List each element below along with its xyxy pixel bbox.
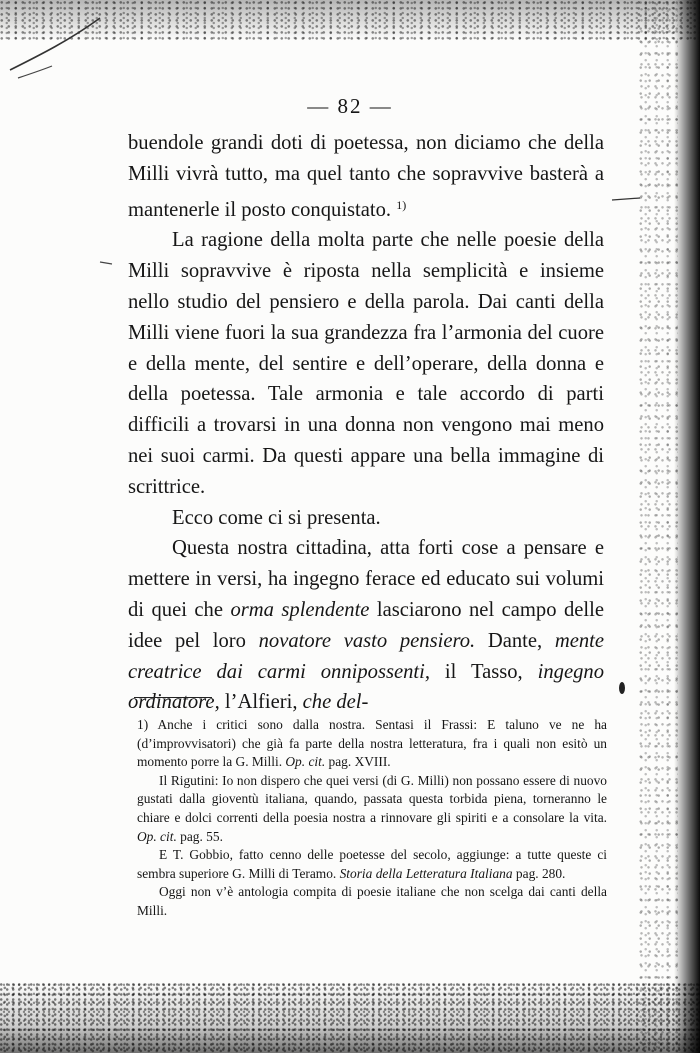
footnote-reference[interactable]: 1) — [396, 197, 407, 212]
text-run: Oggi non v’è antologia compita di poesie italiane che non scelga dai canti della Milli. — [137, 884, 607, 918]
footnote-paragraph — [137, 846, 607, 883]
text-run: pag. 280. — [512, 865, 566, 881]
body-text — [128, 128, 604, 718]
text-run: 1) Anche i critici sono dalla nostra. Sentasi il Frassi: E taluno ve ne ha (d’improvvisatori) che già fa parte della nostra letteratura, fra i quali non esitò un momento porre la G. Milli. — [137, 717, 607, 770]
text-run: l’Alfieri, — [219, 691, 303, 714]
text-run: pag. XVIII. — [325, 754, 391, 770]
footnotes — [137, 716, 607, 921]
text-run: Questa nostra cittadina, atta forti cose a pensare e mettere in versi, ha ingegno ferace ed educato sui volumi di quei che — [128, 537, 604, 621]
footnote-paragraph — [137, 772, 607, 846]
text-run: il Tasso, — [430, 660, 538, 683]
italic-phrase: che del- — [302, 691, 369, 714]
body-paragraph — [128, 503, 604, 534]
text-run: lasciarono nel campo delle idee pel loro — [128, 598, 604, 652]
text-run: buendole grandi doti di poetessa, non diciamo che della Milli vivrà tutto, ma quel tanto che sopravvive basterà a mantenerle il posto conquistato. — [128, 132, 604, 221]
italic-phrase: novatore vasto pensiero. — [258, 629, 476, 652]
text-run: Dante, — [475, 629, 555, 652]
page-number: — 82 — — [307, 94, 393, 118]
text-run: E T. Gobbio, fatto cenno delle poetesse del secolo, aggiunge: a tutte queste ci sembra superiore G. Milli di Teramo. — [137, 847, 607, 881]
body-paragraph — [128, 533, 604, 718]
italic-citation: Op. cit. — [137, 828, 177, 844]
footnote-paragraph — [137, 883, 607, 920]
body-paragraph — [128, 225, 604, 502]
italic-phrase: ingegno ordinatore, — [128, 660, 604, 714]
text-run: Il Rigutini: Io non dispero che quei versi (di G. Milli) non possano essere di nuovo gustati dalla gioventù italiana, quando, passata questa torbida piena, torneranno le chiare e dolci correnti della poesia nostra a rinnovare gli spiriti e a consolare la vita. — [137, 772, 607, 825]
italic-phrase: mente creatrice dai carmi onnipossenti, — [128, 629, 604, 683]
italic-citation: Storia della Letteratura Italiana — [339, 865, 513, 881]
page-right-edge-speckle — [638, 0, 678, 1053]
footnote-paragraph — [137, 716, 607, 772]
italic-phrase: orma splendente — [230, 598, 370, 621]
text-run: La ragione della molta parte che nelle poesie della Milli sopravvive è riposta nella semplicità e insieme nello studio del pensiero e della parola. Dai canti della Milli viene fuori la sua grandezza fra l’armonia del cuore e della mente, del sentire e dell’operare, della donna e della poetessa. Tale armonia e tale accordo di parti difficili a trovarsi in una donna non vengono mai meno nei suoi carmi. Da questi appare una bella immagine di scrittrice. — [128, 229, 604, 498]
page-right-edge-shadow — [674, 0, 700, 1053]
italic-citation: Op. cit. — [285, 754, 326, 770]
text-run: pag. 55. — [176, 828, 223, 844]
footnote-separator-rule — [134, 697, 212, 698]
body-paragraph — [128, 128, 604, 225]
text-run: Ecco come ci si presenta. — [172, 506, 381, 529]
page-bottom-edge-shadow — [0, 983, 700, 1053]
corner-scribble-mark — [0, 0, 140, 90]
